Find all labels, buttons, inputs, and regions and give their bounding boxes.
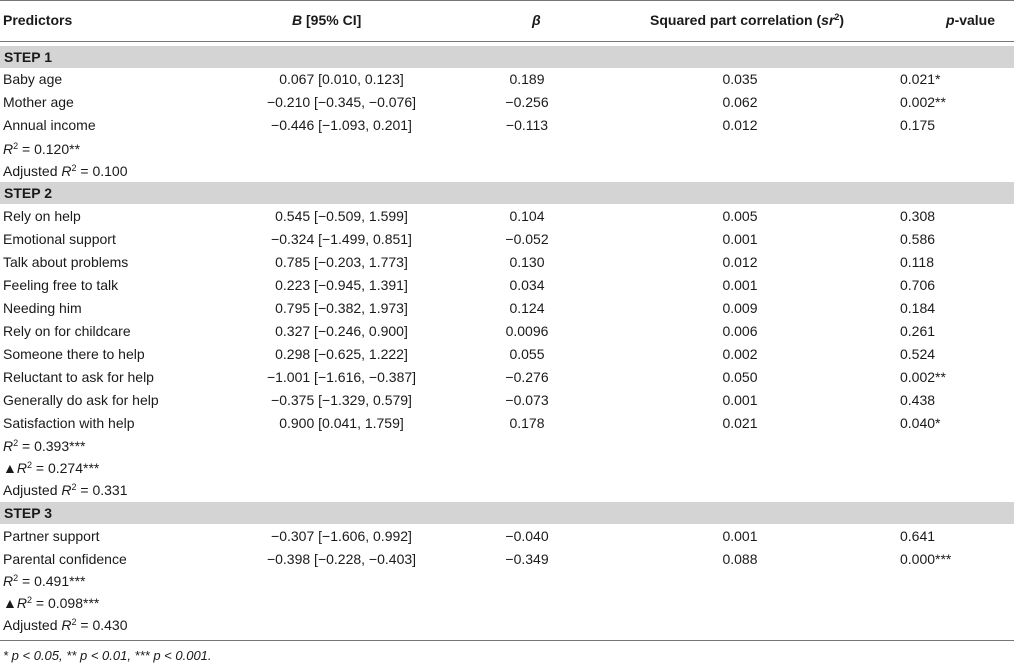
predictor-cell: Emotional support xyxy=(3,231,116,247)
sr2-cell: 0.021 xyxy=(722,415,758,431)
b-ci-cell: 0.545 [−0.509, 1.599] xyxy=(275,208,408,224)
predictor-cell: Generally do ask for help xyxy=(3,392,159,408)
table-row xyxy=(0,525,1014,548)
table-row xyxy=(0,389,1014,412)
step-1-r2: $R^2 = 0.120**$ xyxy=(3,141,81,157)
sr2-cell: 0.001 xyxy=(722,528,758,544)
table-row xyxy=(0,91,1014,114)
p-value-cell: 0.586 xyxy=(900,231,936,247)
predictor-cell: Needing him xyxy=(3,300,82,316)
table-row xyxy=(0,68,1014,91)
p-value-cell: 0.002** xyxy=(900,369,946,385)
predictor-cell: Talk about problems xyxy=(3,254,129,270)
p-value-cell: 0.261 xyxy=(900,323,936,339)
step-3-r2: $R^2 = 0.491***$ xyxy=(3,573,86,589)
header-predictors: Predictors xyxy=(3,12,73,28)
p-value-cell: 0.000*** xyxy=(900,551,952,567)
table-row xyxy=(0,320,1014,343)
beta-cell: −0.349 xyxy=(505,551,549,567)
b-ci-cell: 0.298 [−0.625, 1.222] xyxy=(275,346,408,362)
sr2-cell: 0.012 xyxy=(722,117,758,133)
sr2-cell: 0.001 xyxy=(722,392,758,408)
step-3-band xyxy=(0,502,1014,524)
beta-cell: 0.124 xyxy=(509,300,545,316)
step-2-r2: $R^2 = 0.393***$ xyxy=(3,438,86,454)
header-beta: β xyxy=(532,12,541,28)
sr2-cell: 0.012 xyxy=(722,254,758,270)
b-ci-cell: 0.795 [−0.382, 1.973] xyxy=(275,300,408,316)
predictor-cell: Someone there to help xyxy=(3,346,145,362)
bottom-rule xyxy=(0,640,1014,641)
step-1-label: STEP 1 xyxy=(4,49,52,65)
predictor-cell: Reluctant to ask for help xyxy=(3,369,154,385)
b-ci-cell: −0.307 [−1.606, 0.992] xyxy=(271,528,412,544)
sr2-cell: 0.062 xyxy=(722,94,758,110)
table-row xyxy=(0,114,1014,137)
p-value-cell: 0.438 xyxy=(900,392,936,408)
table-row xyxy=(0,251,1014,274)
b-ci-cell: −0.324 [−1.499, 0.851] xyxy=(271,231,412,247)
table-row xyxy=(0,274,1014,297)
p-value-cell: 0.040* xyxy=(900,415,941,431)
b-ci-cell: −0.375 [−1.329, 0.579] xyxy=(271,392,412,408)
beta-cell: −0.113 xyxy=(505,117,549,133)
b-ci-cell: −0.398 [−0.228, −0.403] xyxy=(266,551,417,567)
sr2-cell: 0.005 xyxy=(722,208,758,224)
predictor-cell: Annual income xyxy=(3,117,96,133)
predictor-cell: Feeling free to talk xyxy=(3,277,119,293)
beta-cell: 0.104 xyxy=(509,208,545,224)
predictor-cell: Mother age xyxy=(3,94,74,110)
sr2-cell: 0.001 xyxy=(722,277,758,293)
p-value-cell: 0.308 xyxy=(900,208,936,224)
p-value-cell: 0.118 xyxy=(900,254,934,270)
sr2-cell: 0.002 xyxy=(722,346,758,362)
step-1-band xyxy=(0,46,1014,68)
table-row xyxy=(0,366,1014,389)
b-ci-cell: 0.223 [−0.945, 1.391] xyxy=(275,277,408,293)
table-row xyxy=(0,297,1014,320)
predictor-cell: Partner support xyxy=(3,528,100,544)
table-row xyxy=(0,548,1014,571)
header-rule xyxy=(0,41,1014,42)
top-rule xyxy=(0,0,1014,1)
step-2-band xyxy=(0,182,1014,204)
beta-cell: −0.256 xyxy=(505,94,549,110)
beta-cell: 0.0096 xyxy=(505,323,549,339)
p-value-cell: 0.706 xyxy=(900,277,936,293)
sr2-cell: 0.006 xyxy=(722,323,758,339)
step-2-label: STEP 2 xyxy=(4,185,52,201)
b-ci-cell: 0.327 [−0.246, 0.900] xyxy=(275,323,408,339)
predictor-cell: Baby age xyxy=(3,71,63,87)
p-value-cell: 0.524 xyxy=(900,346,936,362)
b-ci-cell: −0.446 [−1.093, 0.201] xyxy=(271,117,412,133)
header-b: B [95% CI] xyxy=(292,12,362,28)
beta-cell: 0.055 xyxy=(509,346,545,362)
table-row xyxy=(0,228,1014,251)
p-value-cell: 0.021* xyxy=(900,71,941,87)
step-3-adjusted-r2: Adjusted $R^2 = 0.430$ xyxy=(3,617,128,633)
sr2-cell: 0.001 xyxy=(722,231,758,247)
step-2-delta-r2: $▲R^2 = 0.274***$ xyxy=(3,460,100,476)
beta-cell: 0.189 xyxy=(509,71,545,87)
table-row xyxy=(0,343,1014,366)
sr2-cell: 0.050 xyxy=(722,369,758,385)
table-row xyxy=(0,205,1014,228)
b-ci-cell: 0.067 [0.010, 0.123] xyxy=(279,71,404,87)
b-ci-cell: 0.785 [−0.203, 1.773] xyxy=(275,254,408,270)
predictor-cell: Parental confidence xyxy=(3,551,127,567)
sr2-cell: 0.009 xyxy=(722,300,758,316)
beta-cell: −0.276 xyxy=(505,369,549,385)
beta-cell: 0.130 xyxy=(509,254,545,270)
header-p-value: p-value xyxy=(946,12,996,28)
beta-cell: 0.034 xyxy=(509,277,545,293)
table-row xyxy=(0,412,1014,435)
predictor-cell: Rely on for childcare xyxy=(3,323,131,339)
b-ci-cell: 0.900 [0.041, 1.759] xyxy=(279,415,404,431)
step-3-label: STEP 3 xyxy=(4,505,52,521)
p-value-cell: 0.184 xyxy=(900,300,936,316)
p-value-cell: 0.641 xyxy=(900,528,936,544)
beta-cell: −0.052 xyxy=(505,231,549,247)
step-3-delta-r2: $▲R^2 = 0.098***$ xyxy=(3,595,100,611)
predictor-cell: Rely on help xyxy=(3,208,81,224)
p-value-cell: 0.175 xyxy=(900,117,936,133)
footnote: * p < 0.05, ** p < 0.01, *** p < 0.001. xyxy=(3,648,212,663)
step-1-adjusted-r2: Adjusted $R^2 = 0.100$ xyxy=(3,163,128,179)
predictor-cell: Satisfaction with help xyxy=(3,415,135,431)
b-ci-cell: −0.210 [−0.345, −0.076] xyxy=(266,94,417,110)
beta-cell: 0.178 xyxy=(509,415,545,431)
beta-cell: −0.073 xyxy=(505,392,549,408)
header-squared-part-correlation: Squared part correlation $(sr^2)$ xyxy=(650,12,845,28)
sr2-cell: 0.088 xyxy=(722,551,758,567)
step-2-adjusted-r2: Adjusted $R^2 = 0.331$ xyxy=(3,482,128,498)
b-ci-cell: −1.001 [−1.616, −0.387] xyxy=(266,369,417,385)
p-value-cell: 0.002** xyxy=(900,94,946,110)
beta-cell: −0.040 xyxy=(505,528,549,544)
sr2-cell: 0.035 xyxy=(722,71,758,87)
